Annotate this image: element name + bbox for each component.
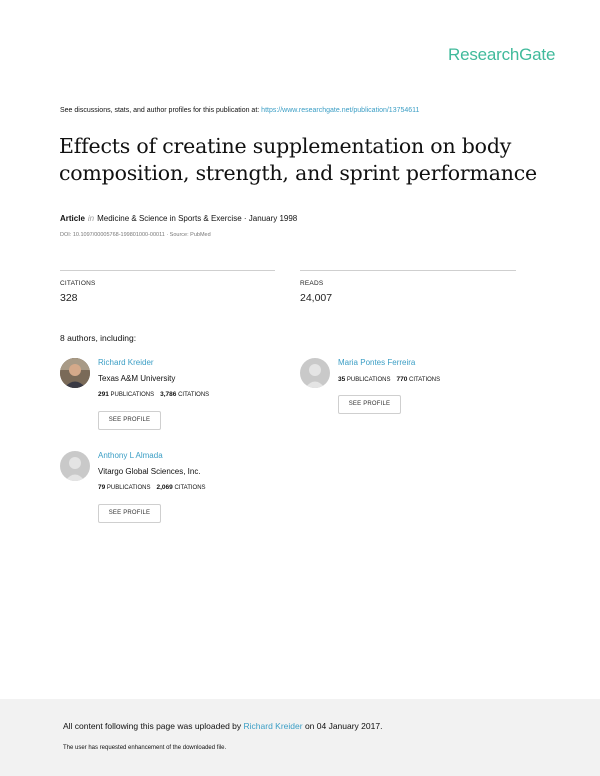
author-card — [300, 358, 520, 418]
author-institution: Vitargo Global Sciences, Inc. — [98, 467, 201, 476]
publication-type: Article — [60, 214, 85, 223]
citations-label: CITATIONS — [178, 392, 210, 398]
see-profile-button[interactable]: SEE PROFILE — [98, 504, 161, 523]
upload-notice — [63, 721, 382, 731]
publications-count: 35 — [338, 376, 346, 383]
citations-count: 3,786 — [160, 391, 177, 398]
citations-label: CITATIONS — [60, 280, 96, 287]
upload-suffix: on 04 January 2017. — [302, 721, 383, 731]
user-silhouette-icon — [300, 358, 330, 388]
publications-label: PUBLICATIONS — [110, 392, 155, 398]
uploader-link[interactable]: Richard Kreider — [243, 721, 303, 731]
reads-value: 24,007 — [300, 292, 333, 304]
author-photo[interactable] — [60, 358, 90, 388]
see-profile-button[interactable]: SEE PROFILE — [98, 411, 161, 430]
author-card — [60, 358, 280, 438]
publications-label: PUBLICATIONS — [346, 377, 391, 383]
citations-count: 770 — [396, 376, 408, 383]
reads-label: READS — [300, 280, 324, 287]
publication-link[interactable]: https://www.researchgate.net/publication/13754611 — [261, 107, 420, 114]
author-stats — [338, 376, 440, 383]
publication-title: Effects of creatine supplementation on body composition, strength, and sprint performance — [59, 134, 537, 185]
publications-count: 79 — [98, 484, 106, 491]
avatar-placeholder[interactable] — [300, 358, 330, 388]
enhancement-note: The user has requested enhancement of the downloaded file. — [63, 745, 227, 751]
upload-prefix: All content following this page was uploaded by — [63, 721, 244, 731]
author-name[interactable]: Maria Pontes Ferreira — [338, 358, 416, 367]
in-word: in — [87, 214, 95, 223]
author-stats — [98, 391, 209, 398]
discussion-text: See discussions, stats, and author profiles for this publication at: — [60, 107, 262, 114]
author-stats — [98, 484, 206, 491]
citations-count: 2,069 — [156, 484, 173, 491]
author-photo-icon — [60, 358, 90, 388]
author-name[interactable]: Richard Kreider — [98, 358, 154, 367]
see-profile-button[interactable]: SEE PROFILE — [338, 395, 401, 414]
citations-value: 328 — [60, 292, 78, 304]
user-silhouette-icon — [60, 451, 90, 481]
researchgate-logo[interactable]: ResearchGate — [448, 45, 556, 64]
avatar-placeholder[interactable] — [60, 451, 90, 481]
authors-heading: 8 authors, including: — [60, 333, 137, 343]
citations-label: CITATIONS — [174, 485, 206, 491]
divider — [300, 270, 516, 271]
citations-label: CITATIONS — [409, 377, 441, 383]
divider — [60, 270, 275, 271]
journal-date: Medicine & Science in Sports & Exercise · January 1998 — [97, 214, 298, 223]
author-institution: Texas A&M University — [98, 374, 176, 383]
doi-source: DOI: 10.1097/00005768-199801000-00011 · Source: PubMed — [60, 232, 211, 238]
publications-label: PUBLICATIONS — [106, 485, 151, 491]
author-card — [60, 451, 280, 531]
discussion-line — [60, 107, 419, 114]
author-name[interactable]: Anthony L Almada — [98, 451, 163, 460]
publication-meta — [60, 214, 297, 223]
footer-bar — [0, 699, 600, 776]
publications-count: 291 — [98, 391, 109, 398]
